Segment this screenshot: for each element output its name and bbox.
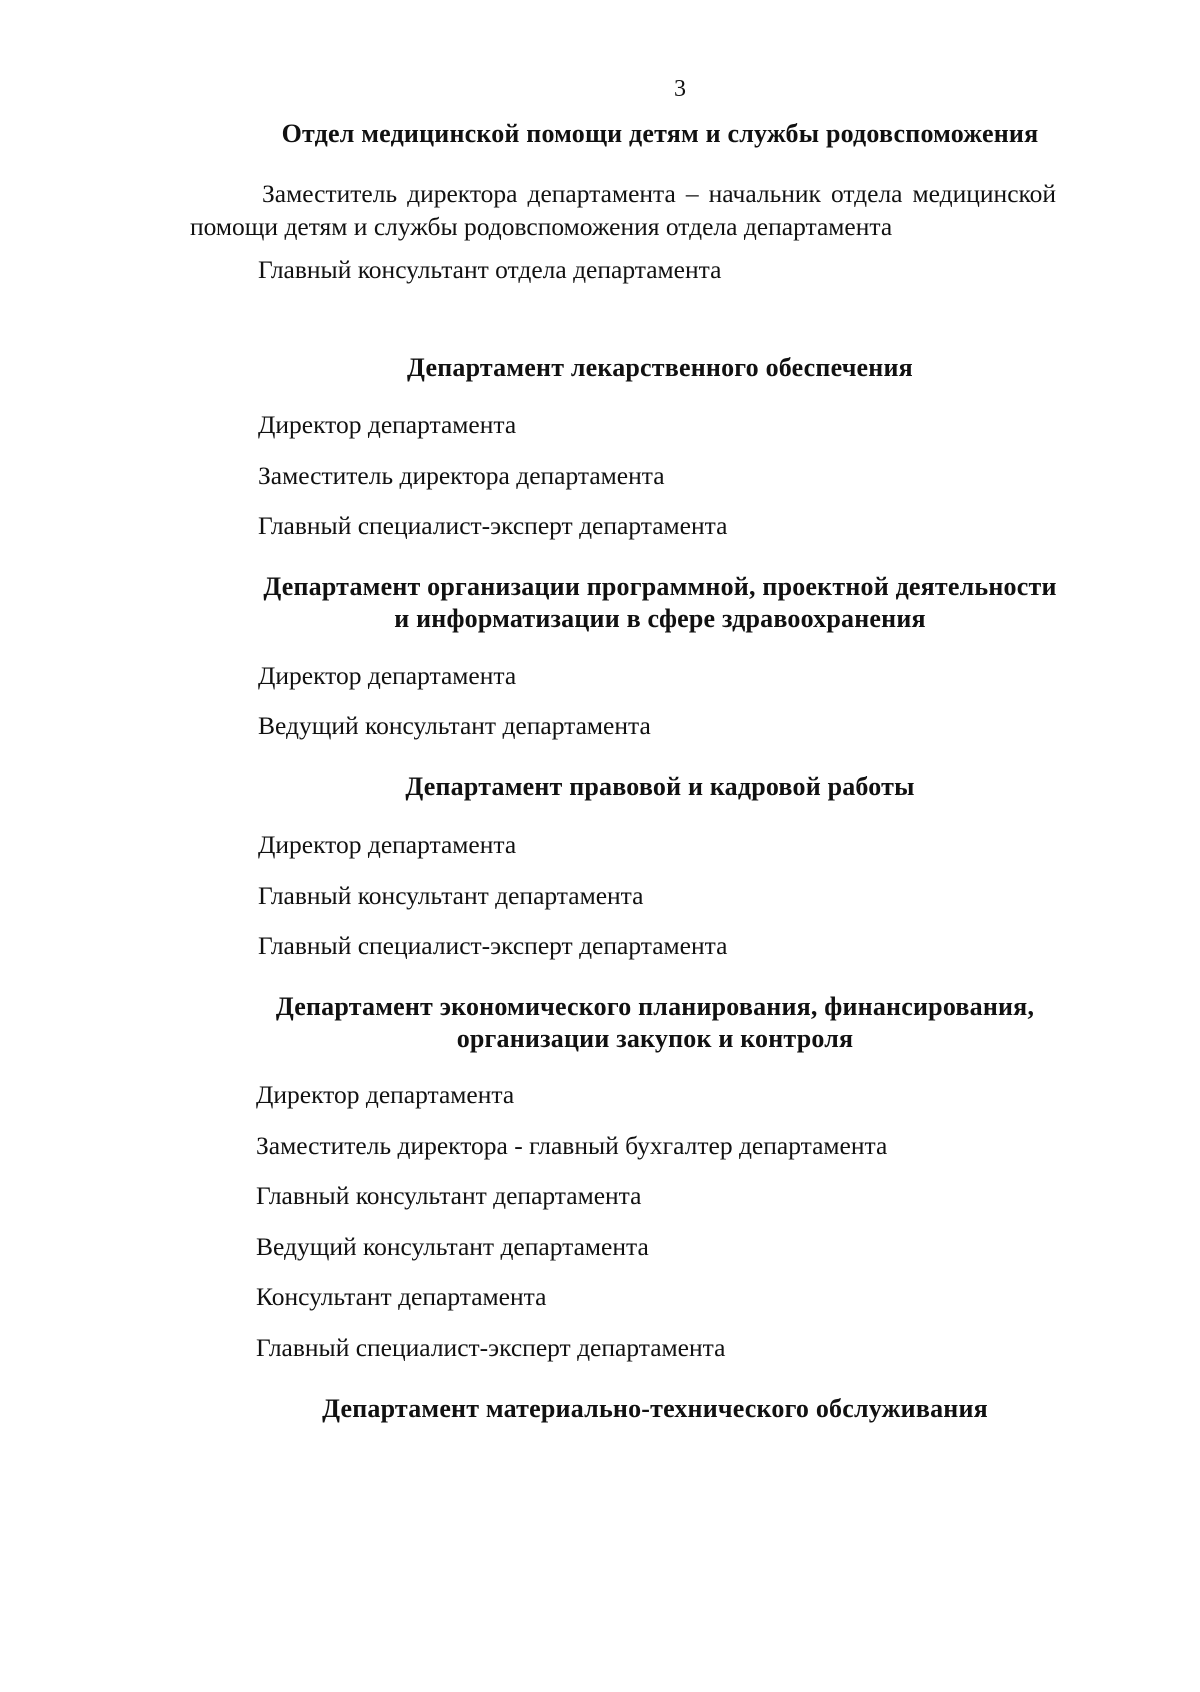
paragraph-line: помощи детям и службы родовспоможения отдела департамента xyxy=(190,212,893,241)
position-item: Главный специалист-эксперт департамента xyxy=(258,931,728,960)
section-heading xyxy=(210,352,1110,384)
heading-line: Департамент правовой и кадровой работы xyxy=(405,772,915,801)
section-heading xyxy=(205,991,1105,1055)
heading-line: Отдел медицинской помощи детям и службы родовспоможения xyxy=(281,119,1039,148)
position-item: Ведущий консультант департамента xyxy=(256,1232,649,1261)
section-heading xyxy=(210,571,1110,635)
heading-line: Департамент организации программной, проектной деятельности xyxy=(263,572,1057,601)
heading-line: организации закупок и контроля xyxy=(456,1024,854,1053)
heading-line: Департамент лекарственного обеспечения xyxy=(407,353,913,382)
section-heading xyxy=(210,771,1110,803)
position-item: Главный специалист-эксперт департамента xyxy=(258,511,728,540)
position-item: Заместитель директора - главный бухгалтер департамента xyxy=(256,1131,888,1160)
heading-line: и информатизации в сфере здравоохранения xyxy=(394,604,926,633)
position-item: Ведущий консультант департамента xyxy=(258,711,651,740)
heading-line: Департамент материально-технического обслуживания xyxy=(322,1394,988,1423)
position-item: Главный консультант департамента xyxy=(256,1181,642,1210)
position-item: Директор департамента xyxy=(258,661,517,690)
heading-line: Департамент экономического планирования, финансирования, xyxy=(275,992,1035,1021)
section-heading xyxy=(210,118,1110,150)
section-heading xyxy=(205,1393,1105,1425)
position-item: Директор департамента xyxy=(258,830,517,859)
position-item: Директор департамента xyxy=(256,1080,515,1109)
position-item: Главный консультант департамента xyxy=(258,881,644,910)
paragraph-line: Заместитель директора департамента – начальник отдела медицинской xyxy=(262,179,1056,208)
section-paragraph xyxy=(190,177,1056,243)
page-number: 3 xyxy=(674,76,686,102)
position-item: Заместитель директора департамента xyxy=(258,461,665,490)
position-item: Главный специалист-эксперт департамента xyxy=(256,1333,726,1362)
position-item: Директор департамента xyxy=(258,410,517,439)
position-item: Главный консультант отдела департамента xyxy=(258,255,722,284)
position-item: Консультант департамента xyxy=(256,1282,547,1311)
